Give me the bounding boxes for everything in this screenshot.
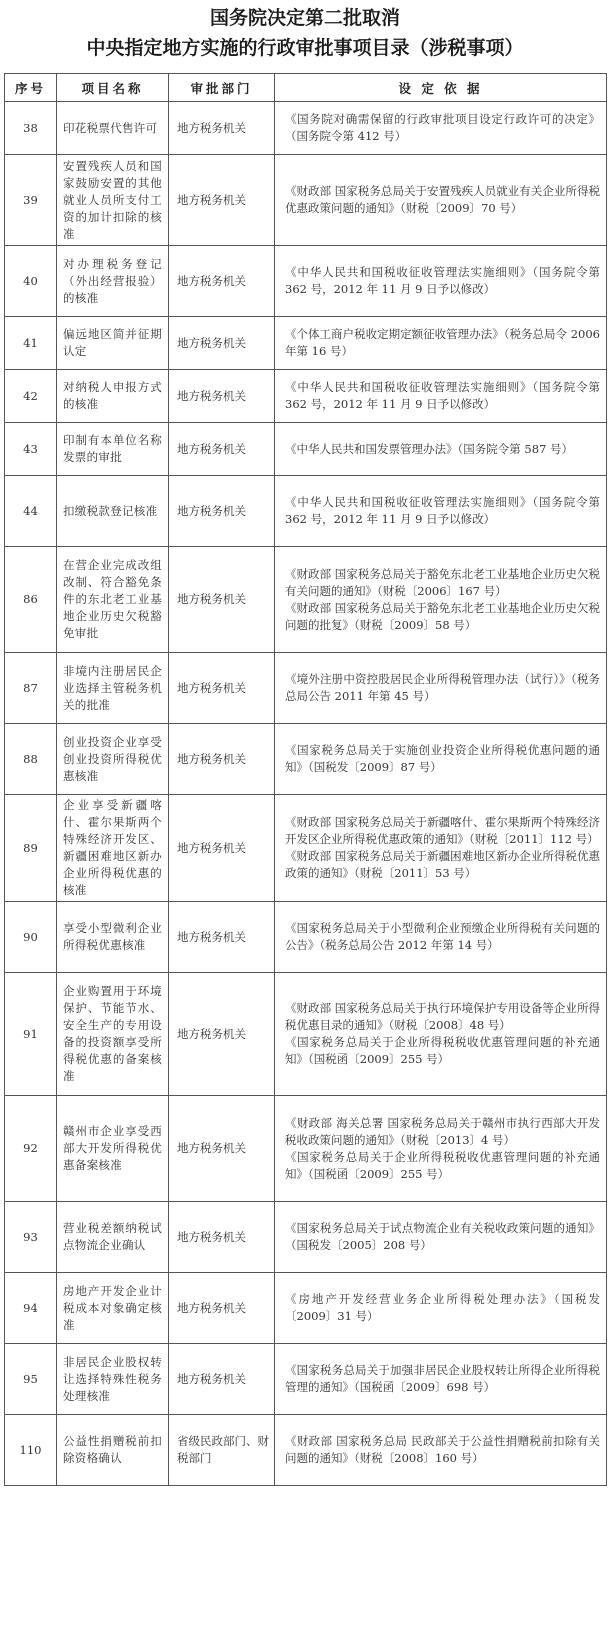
row-item-name: 印制有本单位名称发票的审批 (57, 423, 169, 476)
row-basis: 《国家税务总局关于加强非居民企业股权转让所得企业所得税管理的通知》（国税函〔2009〕698 号） (275, 1344, 607, 1415)
row-number: 38 (5, 102, 57, 155)
row-basis: 《房地产开发经营业务企业所得税处理办法》（国税发〔2009〕31 号） (275, 1273, 607, 1344)
row-number: 41 (5, 317, 57, 370)
row-basis: 《财政部 国家税务总局 民政部关于公益性捐赠税前扣除有关问题的通知》（财税〔2008〕160 号） (275, 1415, 607, 1486)
row-department: 省级民政部门、财税部门 (169, 1415, 275, 1486)
row-item-name: 在营企业完成改组改制、符合豁免条件的东北老工业基地企业历史欠税豁免审批 (57, 547, 169, 653)
row-basis: 《国家税务总局关于小型微利企业预缴企业所得税有关问题的公告》（税务总局公告 2012 年第 14 号） (275, 902, 607, 973)
table-body (5, 102, 607, 1486)
row-item-name: 企业购置用于环境保护、节能节水、安全生产的专用设备的投资额享受所得税优惠的备案核准 (57, 973, 169, 1096)
table-row (5, 1096, 607, 1202)
row-item-name: 对办理税务登记（外出经营报验）的核准 (57, 246, 169, 317)
row-item-name: 赣州市企业享受西部大开发所得税优惠备案核准 (57, 1096, 169, 1202)
table-row (5, 1344, 607, 1415)
row-number: 95 (5, 1344, 57, 1415)
row-basis: 《财政部 海关总署 国家税务总局关于赣州市执行西部大开发税收政策问题的通知》（财税〔2013〕4 号） 《国家税务总局关于企业所得税税收优惠管理问题的补充通知》（国税函〔2009〕255 号） (275, 1096, 607, 1202)
header-basis: 设 定 依 据 (275, 74, 607, 102)
table-row (5, 724, 607, 795)
table-row (5, 1415, 607, 1486)
row-department: 地方税务机关 (169, 547, 275, 653)
row-item-name: 企业享受新疆喀什、霍尔果斯两个特殊经济开发区、新疆困难地区新办企业所得税优惠的核准 (57, 795, 169, 902)
row-department: 地方税务机关 (169, 423, 275, 476)
table-row (5, 1202, 607, 1273)
table-row (5, 547, 607, 653)
row-basis: 《境外注册中资控股居民企业所得税管理办法（试行）》（税务总局公告 2011 年第 45 号） (275, 653, 607, 724)
row-department: 地方税务机关 (169, 246, 275, 317)
table-row (5, 423, 607, 476)
row-number: 93 (5, 1202, 57, 1273)
row-basis: 《中华人民共和国发票管理办法》（国务院令第 587 号） (275, 423, 607, 476)
row-number: 39 (5, 155, 57, 246)
row-department: 地方税务机关 (169, 476, 275, 547)
table-row (5, 1273, 607, 1344)
row-department: 地方税务机关 (169, 1344, 275, 1415)
row-item-name: 享受小型微利企业所得税优惠核准 (57, 902, 169, 973)
row-basis: 《中华人民共和国税收征收管理法实施细则》（国务院令第 362 号，2012 年 11 月 9 日予以修改） (275, 476, 607, 547)
table-row (5, 902, 607, 973)
table-row (5, 653, 607, 724)
row-item-name: 偏远地区简并征期认定 (57, 317, 169, 370)
header-no: 序号 (5, 74, 57, 102)
row-basis: 《国家税务总局关于实施创业投资企业所得税优惠问题的通知》（国税发〔2009〕87 号） (275, 724, 607, 795)
table-row (5, 476, 607, 547)
row-department: 地方税务机关 (169, 102, 275, 155)
row-basis: 《财政部 国家税务总局关于豁免东北老工业基地企业历史欠税有关问题的通知》（财税〔2006〕167 号） 《财政部 国家税务总局关于豁免东北老工业基地企业历史欠税问题的批复》（财税〔2009〕58 号） (275, 547, 607, 653)
row-number: 43 (5, 423, 57, 476)
row-basis: 《中华人民共和国税收征收管理法实施细则》（国务院令第 362 号，2012 年 11 月 9 日予以修改） (275, 246, 607, 317)
table-row (5, 370, 607, 423)
row-department: 地方税务机关 (169, 155, 275, 246)
row-department: 地方税务机关 (169, 724, 275, 795)
table-row (5, 102, 607, 155)
row-item-name: 非居民企业股权转让选择特殊性税务处理核准 (57, 1344, 169, 1415)
row-number: 86 (5, 547, 57, 653)
row-item-name: 房地产开发企业计税成本对象确定核准 (57, 1273, 169, 1344)
row-item-name: 印花税票代售许可 (57, 102, 169, 155)
row-item-name: 对纳税人申报方式的核准 (57, 370, 169, 423)
table-row (5, 973, 607, 1096)
row-number: 91 (5, 973, 57, 1096)
row-number: 42 (5, 370, 57, 423)
row-number: 88 (5, 724, 57, 795)
row-number: 87 (5, 653, 57, 724)
row-number: 94 (5, 1273, 57, 1344)
row-department: 地方税务机关 (169, 653, 275, 724)
row-item-name: 创业投资企业享受创业投资所得税优惠核准 (57, 724, 169, 795)
row-department: 地方税务机关 (169, 1273, 275, 1344)
row-item-name: 公益性捐赠税前扣除资格确认 (57, 1415, 169, 1486)
row-basis: 《财政部 国家税务总局关于新疆喀什、霍尔果斯两个特殊经济开发区企业所得税优惠政策的通知》（财税〔2011〕112 号） 《财政部 国家税务总局关于新疆困难地区新办企业所得税优惠政策的通知》（财税〔2011〕53 号） (275, 795, 607, 902)
row-department: 地方税务机关 (169, 795, 275, 902)
table-header-row (5, 74, 607, 102)
row-item-name: 安置残疾人员和国家鼓励安置的其他就业人员所支付工资的加计扣除的核准 (57, 155, 169, 246)
row-number: 44 (5, 476, 57, 547)
table-row (5, 317, 607, 370)
row-department: 地方税务机关 (169, 370, 275, 423)
row-basis: 《中华人民共和国税收征收管理法实施细则》（国务院令第 362 号，2012 年 11 月 9 日予以修改） (275, 370, 607, 423)
row-department: 地方税务机关 (169, 902, 275, 973)
row-number: 90 (5, 902, 57, 973)
approval-items-table (4, 73, 607, 1486)
row-item-name: 营业税差额纳税试点物流企业确认 (57, 1202, 169, 1273)
row-number: 110 (5, 1415, 57, 1486)
row-department: 地方税务机关 (169, 317, 275, 370)
row-basis: 《个体工商户税收定期定额征收管理办法》（税务总局令 2006 年第 16 号） (275, 317, 607, 370)
row-item-name: 扣缴税款登记核准 (57, 476, 169, 547)
row-number: 89 (5, 795, 57, 902)
row-department: 地方税务机关 (169, 1096, 275, 1202)
row-basis: 《国务院对确需保留的行政审批项目设定行政许可的决定》（国务院令第 412 号） (275, 102, 607, 155)
row-basis: 《财政部 国家税务总局关于执行环境保护专用设备等企业所得税优惠目录的通知》（财税〔2008〕48 号） 《国家税务总局关于企业所得税税收优惠管理问题的补充通知》（国税函〔2009〕255 号） (275, 973, 607, 1096)
row-number: 40 (5, 246, 57, 317)
row-number: 92 (5, 1096, 57, 1202)
row-basis: 《财政部 国家税务总局关于安置残疾人员就业有关企业所得税优惠政策问题的通知》（财税〔2009〕70 号） (275, 155, 607, 246)
title-line-1: 国务院决定第二批取消 (209, 7, 400, 29)
table-row (5, 246, 607, 317)
row-department: 地方税务机关 (169, 973, 275, 1096)
table-row (5, 795, 607, 902)
row-basis: 《国家税务总局关于试点物流企业有关税收政策问题的通知》（国税发〔2005〕208 号） (275, 1202, 607, 1273)
title-line-2: 中央指定地方实施的行政审批事项目录（涉税事项） (86, 37, 524, 59)
table-row (5, 155, 607, 246)
row-department: 地方税务机关 (169, 1202, 275, 1273)
header-department: 审批部门 (169, 74, 275, 102)
row-item-name: 非境内注册居民企业选择主管税务机关的批准 (57, 653, 169, 724)
header-item-name: 项目名称 (57, 74, 169, 102)
